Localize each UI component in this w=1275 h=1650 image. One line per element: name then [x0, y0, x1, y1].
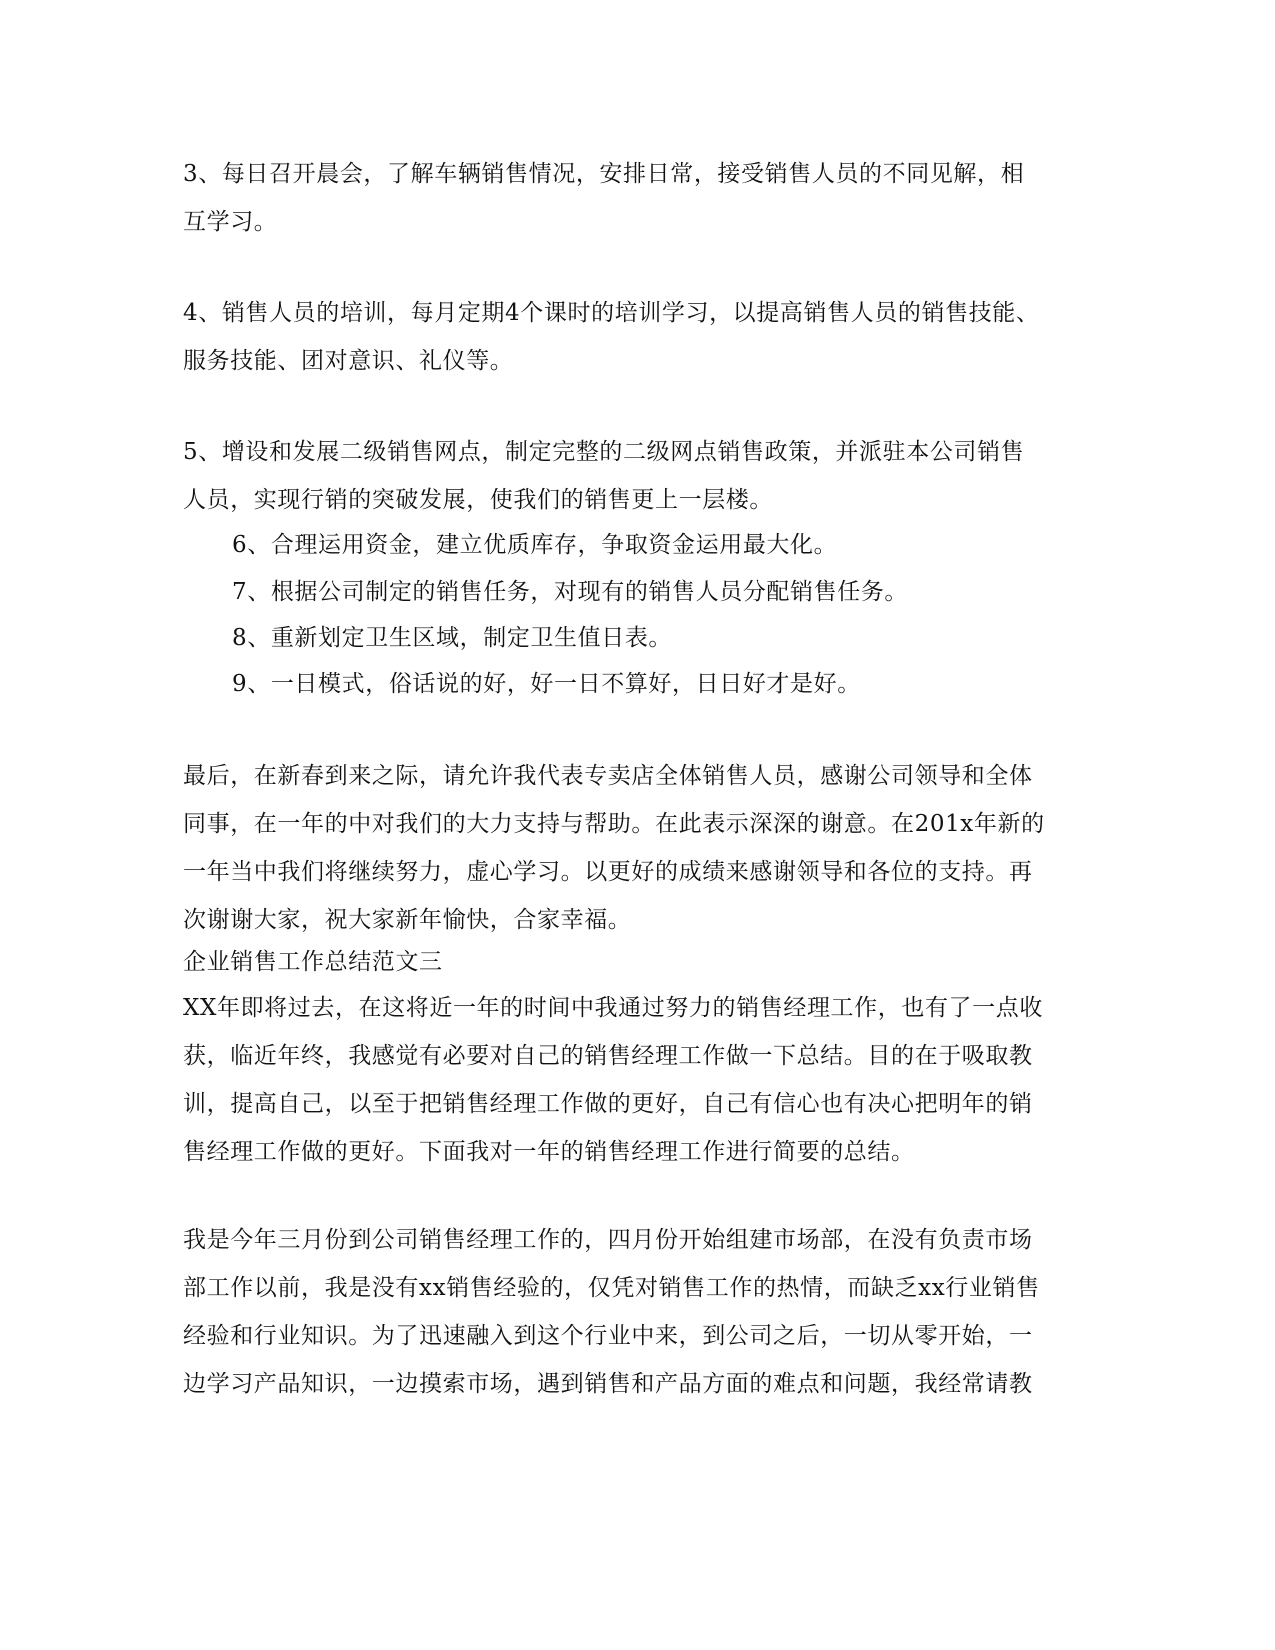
text-line: 部工作以前，我是没有xx销售经验的，仅凭对销售工作的热情，而缺乏xx行业销售 — [183, 1275, 1040, 1301]
intro-paragraph — [183, 984, 1083, 1176]
text-line: 7、根据公司制定的销售任务，对现有的销售人员分配销售任务。 — [232, 579, 909, 605]
text-line: XX年即将过去，在这将近一年的时间中我通过努力的销售经理工作，也有了一点收 — [183, 995, 1043, 1021]
text-line: 5、增设和发展二级销售网点，制定完整的二级网点销售政策，并派驻本公司销售 — [183, 439, 1025, 465]
text-line: 8、重新划定卫生区域，制定卫生值日表。 — [232, 625, 673, 651]
text-line: 互学习。 — [183, 209, 278, 235]
text-line: 9、一日模式，俗话说的好，好一日不算好，日日好才是好。 — [232, 671, 861, 697]
text-line: 最后，在新春到来之际，请允许我代表专卖店全体销售人员，感谢公司领导和全体 — [183, 763, 1033, 789]
text-line: 一年当中我们将继续努力，虚心学习。以更好的成绩来感谢领导和各位的支持。再 — [183, 859, 1033, 885]
text-line: 训，提高自己，以至于把销售经理工作做的更好，自己有信心也有决心把明年的销 — [183, 1091, 1033, 1117]
body-paragraph — [183, 1216, 1083, 1408]
list-item-6 — [232, 521, 1132, 569]
text-line: 边学习产品知识，一边摸索市场，遇到销售和产品方面的难点和问题，我经常请教 — [183, 1371, 1033, 1397]
text-line: 次谢谢大家，祝大家新年愉快，合家幸福。 — [183, 907, 632, 933]
text-line: 3、每日召开晨会，了解车辆销售情况，安排日常，接受销售人员的不同见解，相 — [183, 161, 1025, 187]
text-line: 同事，在一年的中对我们的大力支持与帮助。在此表示深深的谢意。在201x年新的 — [183, 811, 1045, 837]
text-line: 获，临近年终，我感觉有必要对自己的销售经理工作做一下总结。目的在于吸取教 — [183, 1043, 1033, 1069]
text-line: 企业销售工作总结范文三 — [183, 949, 443, 975]
paragraph-item-4 — [183, 289, 1083, 385]
list-item-8 — [232, 614, 1132, 662]
paragraph-item-5 — [183, 428, 1083, 524]
section-title — [183, 938, 1083, 986]
list-item-7 — [232, 568, 1132, 616]
text-line: 我是今年三月份到公司销售经理工作的，四月份开始组建市场部，在没有负责市场 — [183, 1227, 1033, 1253]
text-line: 6、合理运用资金，建立优质库存，争取资金运用最大化。 — [232, 532, 838, 558]
text-line: 经验和行业知识。为了迅速融入到这个行业中来，到公司之后，一切从零开始，一 — [183, 1323, 1033, 1349]
closing-paragraph — [183, 752, 1083, 944]
text-line: 售经理工作做的更好。下面我对一年的销售经理工作进行简要的总结。 — [183, 1139, 915, 1165]
text-line: 4、销售人员的培训，每月定期4个课时的培训学习，以提高销售人员的销售技能、 — [183, 300, 1040, 326]
paragraph-item-3 — [183, 150, 1083, 246]
text-line: 服务技能、团对意识、礼仪等。 — [183, 348, 514, 374]
list-item-9 — [232, 660, 1132, 708]
text-line: 人员，实现行销的突破发展，使我们的销售更上一层楼。 — [183, 487, 773, 513]
